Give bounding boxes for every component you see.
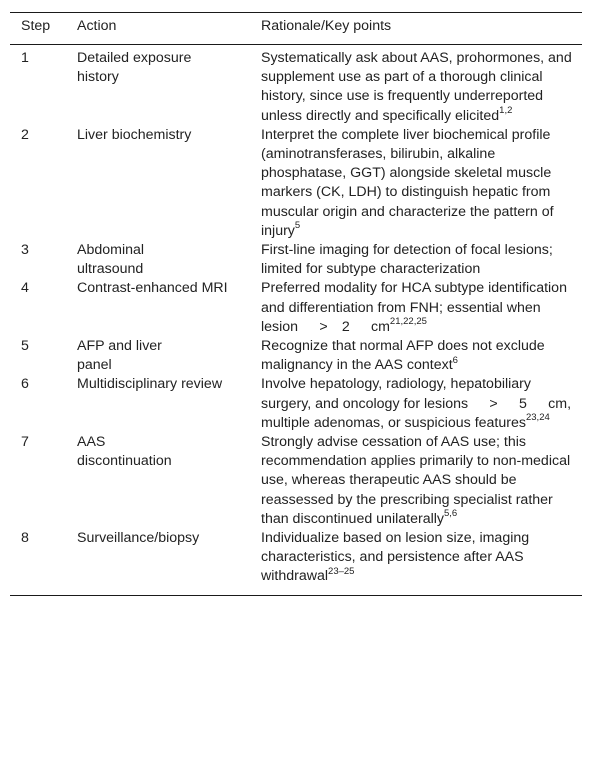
action-text: Multidisciplinary review [77,376,223,393]
action-text: Liver biochemistry [77,126,192,143]
rationale-text: Preferred modality for HCA subtype identification and differentiation from FNH; essential when lesion > 2 cm [261,280,567,335]
rationale-text: Individualize based on lesion size, imaging characteristics, and persistence after AAS withdrawal [261,530,530,585]
table-row [10,337,582,375]
step-number: 6 [21,376,29,393]
reference-superscript: 6 [452,354,458,366]
table-row [10,279,582,337]
table-row [10,529,582,595]
table-row [10,241,582,279]
step-number: 5 [21,338,29,355]
rationale-cell [250,126,582,241]
rationale-cell [250,45,582,126]
rationale-text: First-line imaging for detection of focal lesions; limited for subtype characterization [261,242,553,278]
action-text: Detailed exposure history [77,50,192,86]
step-number: 4 [21,280,29,297]
reference-superscript: 21,22,25 [389,316,427,328]
table-row [10,375,582,433]
rationale-text: Involve hepatology, radiology, hepatobiliary surgery, and oncology for lesions > 5 cm, multiple adenomas, or suspicious features [261,376,572,431]
action-text: AFP and liver panel [77,338,162,374]
header-rationale: Rationale/Key points [250,13,582,45]
rationale-text: Interpret the complete liver biochemical profile (aminotransferases, bilirubin, alkaline phosphatase, GGT) alongside skeletal muscle markers (CK, LDH) to distinguish hepatic from muscular origin and characterize the pattern of injury [261,126,554,239]
rationale-cell [250,433,582,529]
reference-superscript: 23,24 [525,412,550,424]
rationale-cell [250,241,582,279]
rationale-text: Strongly advise cessation of AAS use; this recommendation applies primarily to non-medical use, whereas therapeutic AAS should be reassessed by the prescribing specialist rather than discontinued unilaterally [261,434,571,527]
step-number: 2 [21,126,29,143]
reference-superscript: 5,6 [443,508,458,520]
table-header [10,13,582,45]
action-text: AAS discontinuation [77,434,172,470]
table-row [10,126,582,241]
rationale-cell [250,529,582,595]
action-text: Contrast-enhanced MRI [77,280,228,297]
reference-superscript: 23–25 [328,565,355,577]
rationale-text: Systematically ask about AAS, prohormones, and supplement use as part of a thorough clinical history, since use is frequently underreported unless directly and specifically elicited [261,50,572,124]
reference-superscript: 1,2 [499,104,513,116]
table-row [10,433,582,529]
header-step: Step [10,13,66,45]
table-body [10,45,582,596]
step-number: 8 [21,530,29,547]
reference-superscript: 5 [294,220,301,232]
rationale-cell [250,279,582,337]
action-text: Abdominal ultrasound [77,242,145,278]
recommendations-table [10,12,582,596]
action-text: Surveillance/biopsy [77,530,200,547]
rationale-cell [250,337,582,375]
table-row [10,45,582,126]
step-number: 3 [21,242,29,259]
step-number: 1 [21,50,29,66]
header-row [10,13,582,45]
header-action: Action [66,13,250,45]
recommendations-table-container [10,12,582,596]
rationale-text: Recognize that normal AFP does not exclude malignancy in the AAS context [261,338,545,374]
step-number: 7 [21,434,29,451]
rationale-cell [250,375,582,433]
